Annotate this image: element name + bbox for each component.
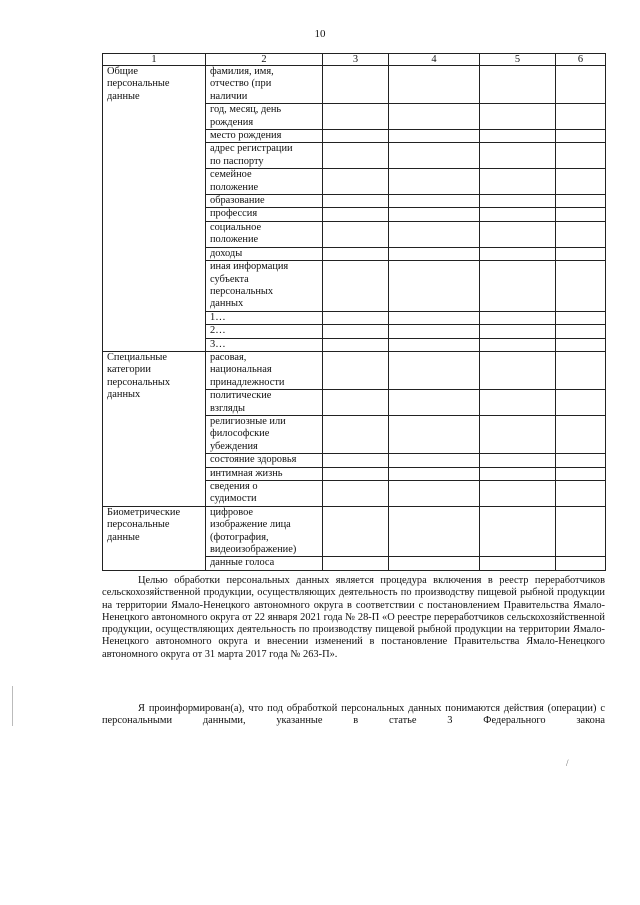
data-item-cell: иная информация субъекта персональных данных — [206, 261, 323, 312]
empty-cell — [389, 454, 480, 467]
empty-cell — [389, 338, 480, 351]
category-cell: Общие персональные данные — [103, 66, 206, 352]
column-header: 1 — [103, 54, 206, 66]
empty-cell — [389, 169, 480, 195]
empty-cell — [556, 208, 606, 221]
empty-cell — [480, 506, 556, 557]
empty-cell — [389, 351, 480, 389]
empty-cell — [556, 467, 606, 480]
empty-cell — [323, 143, 389, 169]
empty-cell — [480, 390, 556, 416]
data-item-cell: 1… — [206, 311, 323, 324]
empty-cell — [323, 351, 389, 389]
empty-cell — [323, 481, 389, 507]
data-item-cell: интимная жизнь — [206, 467, 323, 480]
data-item-cell: доходы — [206, 247, 323, 260]
empty-cell — [323, 208, 389, 221]
empty-cell — [323, 467, 389, 480]
empty-cell — [389, 311, 480, 324]
empty-cell — [389, 390, 480, 416]
empty-cell — [480, 66, 556, 104]
empty-cell — [480, 247, 556, 260]
empty-cell — [556, 325, 606, 338]
empty-cell — [389, 481, 480, 507]
empty-cell — [323, 66, 389, 104]
empty-cell — [480, 143, 556, 169]
data-item-cell: социальное положение — [206, 221, 323, 247]
empty-cell — [480, 208, 556, 221]
data-item-cell: расовая, национальная принадлежности — [206, 351, 323, 389]
data-item-cell: адрес регистрации по паспорту — [206, 143, 323, 169]
empty-cell — [480, 557, 556, 570]
empty-cell — [556, 169, 606, 195]
purpose-paragraph: Целью обработки персональных данных является процедура включения в реестр переработчиков сельскохозяйственной продукции, осуществляющих деятельность по производству пищевой рыбной продукции на территории Ямало-Ненецкого автономного округа в соответствии с постановлением Правительства Ямало-Ненецкого автономного округа от 22 января 2021 года № 28-П «О реестре переработчиков сельскохозяйственной продукции, осуществляющих деятельность по производству пищевой рыбной продукции на территории Ямало-Ненецкого автономного округа и внесении изменений в постановление Правительства Ямало-Ненецкого автономного округа от 31 марта 2017 года № 263-П». — [102, 575, 605, 660]
empty-cell — [323, 195, 389, 208]
empty-cell — [556, 415, 606, 453]
column-header: 2 — [206, 54, 323, 66]
empty-cell — [556, 247, 606, 260]
empty-cell — [480, 104, 556, 130]
empty-cell — [480, 325, 556, 338]
empty-cell — [556, 66, 606, 104]
table-header-row — [103, 54, 606, 66]
empty-cell — [480, 261, 556, 312]
empty-cell — [389, 143, 480, 169]
data-item-cell: образование — [206, 195, 323, 208]
personal-data-table — [102, 53, 606, 571]
empty-cell — [480, 169, 556, 195]
column-header: 4 — [389, 54, 480, 66]
empty-cell — [556, 311, 606, 324]
empty-cell — [323, 557, 389, 570]
empty-cell — [389, 467, 480, 480]
data-item-cell: семейное положение — [206, 169, 323, 195]
data-item-cell: политические взгляды — [206, 390, 323, 416]
empty-cell — [480, 221, 556, 247]
empty-cell — [389, 208, 480, 221]
empty-cell — [556, 221, 606, 247]
empty-cell — [389, 195, 480, 208]
column-header: 3 — [323, 54, 389, 66]
empty-cell — [323, 338, 389, 351]
empty-cell — [389, 261, 480, 312]
data-item-cell: цифровое изображение лица (фотография, видеоизображение) — [206, 506, 323, 557]
data-item-cell: профессия — [206, 208, 323, 221]
empty-cell — [480, 338, 556, 351]
empty-cell — [389, 104, 480, 130]
empty-cell — [323, 311, 389, 324]
empty-cell — [556, 104, 606, 130]
empty-cell — [480, 351, 556, 389]
table-row — [103, 351, 606, 389]
empty-cell — [556, 557, 606, 570]
category-cell: Биометрические персональные данные — [103, 506, 206, 570]
empty-cell — [389, 66, 480, 104]
empty-cell — [556, 143, 606, 169]
stray-mark: / — [566, 758, 569, 768]
empty-cell — [556, 454, 606, 467]
data-item-cell: 2… — [206, 325, 323, 338]
empty-cell — [323, 325, 389, 338]
empty-cell — [323, 415, 389, 453]
consent-paragraph: Я проинформирован(а), что под обработкой персональных данных понимаются действия (операции) с персональными данными, указанные в статье 3 Федерального закона — [102, 703, 605, 727]
empty-cell — [556, 130, 606, 143]
empty-cell — [389, 557, 480, 570]
empty-cell — [480, 195, 556, 208]
data-item-cell: место рождения — [206, 130, 323, 143]
empty-cell — [480, 454, 556, 467]
empty-cell — [323, 104, 389, 130]
column-header: 6 — [556, 54, 606, 66]
empty-cell — [480, 481, 556, 507]
empty-cell — [389, 221, 480, 247]
empty-cell — [323, 169, 389, 195]
data-item-cell: год, месяц, день рождения — [206, 104, 323, 130]
data-item-cell: фамилия, имя, отчество (при наличии — [206, 66, 323, 104]
empty-cell — [389, 415, 480, 453]
empty-cell — [480, 311, 556, 324]
table-row — [103, 66, 606, 104]
empty-cell — [323, 130, 389, 143]
empty-cell — [323, 247, 389, 260]
empty-cell — [556, 481, 606, 507]
category-cell: Специальные категории персональных данных — [103, 351, 206, 506]
empty-cell — [480, 467, 556, 480]
empty-cell — [389, 325, 480, 338]
empty-cell — [323, 454, 389, 467]
data-item-cell: 3… — [206, 338, 323, 351]
empty-cell — [556, 506, 606, 557]
data-item-cell: данные голоса — [206, 557, 323, 570]
empty-cell — [556, 195, 606, 208]
empty-cell — [480, 415, 556, 453]
empty-cell — [480, 130, 556, 143]
empty-cell — [556, 351, 606, 389]
empty-cell — [323, 261, 389, 312]
data-item-cell: сведения о судимости — [206, 481, 323, 507]
empty-cell — [323, 390, 389, 416]
empty-cell — [323, 221, 389, 247]
empty-cell — [389, 130, 480, 143]
table-row — [103, 506, 606, 557]
data-item-cell: религиозные или философские убеждения — [206, 415, 323, 453]
empty-cell — [556, 261, 606, 312]
empty-cell — [556, 338, 606, 351]
table-body — [103, 66, 606, 571]
empty-cell — [323, 506, 389, 557]
empty-cell — [389, 506, 480, 557]
page-number: 10 — [314, 28, 326, 40]
data-item-cell: состояние здоровья — [206, 454, 323, 467]
margin-mark — [12, 686, 13, 726]
empty-cell — [389, 247, 480, 260]
column-header: 5 — [480, 54, 556, 66]
empty-cell — [556, 390, 606, 416]
